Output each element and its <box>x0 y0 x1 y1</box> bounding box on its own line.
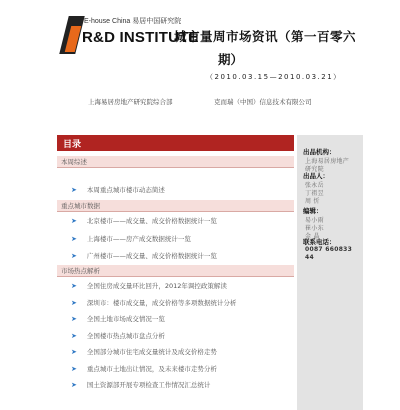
arrow-icon: ➤ <box>71 381 77 389</box>
contact-label: 联系电话： <box>303 238 336 246</box>
publisher-person-line: 丁祖昱 <box>305 190 324 197</box>
arrow-icon: ➤ <box>71 217 77 225</box>
editor-line: 易小雨 <box>305 217 324 224</box>
publisher-person-label: 出品人： <box>303 172 329 180</box>
toc-item[interactable] <box>71 380 210 391</box>
toc-item-label: 全国住房成交量环比回升，2012年调控政策解读 <box>86 282 227 290</box>
toc-item[interactable] <box>71 364 217 375</box>
toc-item[interactable] <box>71 347 217 358</box>
publisher-person-line: 周 忻 <box>305 198 320 205</box>
arrow-icon: ➤ <box>71 348 77 356</box>
toc-item[interactable] <box>71 251 217 262</box>
organization-right: 克而瑞（中国）信息技术有限公司 <box>214 98 312 106</box>
toc-item[interactable] <box>71 234 191 245</box>
contact-line: 0087 660833 <box>305 246 353 253</box>
publisher-line: 研究院 <box>305 166 324 173</box>
toc-section-title: 市场热点解析 <box>61 267 100 275</box>
toc-item[interactable] <box>71 185 165 196</box>
toc-header-bar <box>57 135 294 151</box>
arrow-icon: ➤ <box>71 186 77 194</box>
toc-item-label: 上海楼市——房产成交数据统计一览 <box>86 235 191 243</box>
toc-item-label: 北京楼市——成交量、成交价格数据统计一览 <box>86 217 217 225</box>
organization-left: 上海易居房地产研究院综合部 <box>88 98 173 106</box>
toc-item-label: 全国土地市场成交情况一览 <box>86 315 165 323</box>
logo-mark-icon <box>59 16 84 54</box>
publisher-label: 出品机构： <box>303 148 336 156</box>
arrow-icon: ➤ <box>71 252 77 260</box>
arrow-icon: ➤ <box>71 315 77 323</box>
editor-line: 崔小东 <box>305 225 324 232</box>
editor-label: 编辑： <box>303 207 323 215</box>
arrow-icon: ➤ <box>71 332 77 340</box>
publisher-line: 上海易居房地产 <box>305 158 350 165</box>
report-title-line2: 期） <box>218 52 244 67</box>
arrow-icon: ➤ <box>71 365 77 373</box>
toc-item-label: 本周重点城市楼市动态简述 <box>86 186 165 194</box>
toc-section-market <box>57 265 294 277</box>
report-date-range: （2010.03.15—2010.03.21） <box>206 73 342 81</box>
toc-item[interactable] <box>71 314 165 325</box>
toc-item[interactable] <box>71 298 236 309</box>
credits-sidebar <box>297 135 363 410</box>
contact-line: 44 <box>305 254 314 261</box>
logo-top-text: E-house China 易居中国研究院 <box>84 18 182 25</box>
toc-item[interactable] <box>71 216 217 227</box>
report-title-line1: 城市量周市场资讯（第一百零六 <box>174 29 357 44</box>
toc-heading: 目录 <box>63 140 82 150</box>
arrow-icon: ➤ <box>71 282 77 290</box>
toc-item[interactable] <box>71 281 227 292</box>
toc-section-title: 本周综述 <box>61 158 87 166</box>
toc-section-city-data <box>57 200 294 212</box>
logo-main-text: R&D INSTITUTE <box>82 29 199 46</box>
arrow-icon: ➤ <box>71 299 77 307</box>
toc-item-label: 全国部分城市住宅成交量统计及成交价格走势 <box>86 348 217 356</box>
institute-logo <box>64 14 199 56</box>
arrow-icon: ➤ <box>71 235 77 243</box>
toc-item-label: 全国楼市热点城市盘点分析 <box>86 332 165 340</box>
toc-item-label: 重点城市土地出让情况，及未来楼市走势分析 <box>86 365 217 373</box>
publisher-person-line: 张永岳 <box>305 182 324 189</box>
table-of-contents <box>57 135 294 410</box>
toc-item-label: 广州楼市——成交量、成交价格数据统计一览 <box>86 252 217 260</box>
editor-line: 金 晶 <box>305 233 320 240</box>
toc-item[interactable] <box>71 331 165 342</box>
toc-section-overview <box>57 156 294 168</box>
toc-section-title: 重点城市数据 <box>61 202 100 210</box>
toc-item-label: 国土资源部开展专项检查工作情况汇总统计 <box>86 381 211 389</box>
toc-item-label: 深圳市：楼市成交量，成交价格等多项数据统计分析 <box>86 299 237 307</box>
